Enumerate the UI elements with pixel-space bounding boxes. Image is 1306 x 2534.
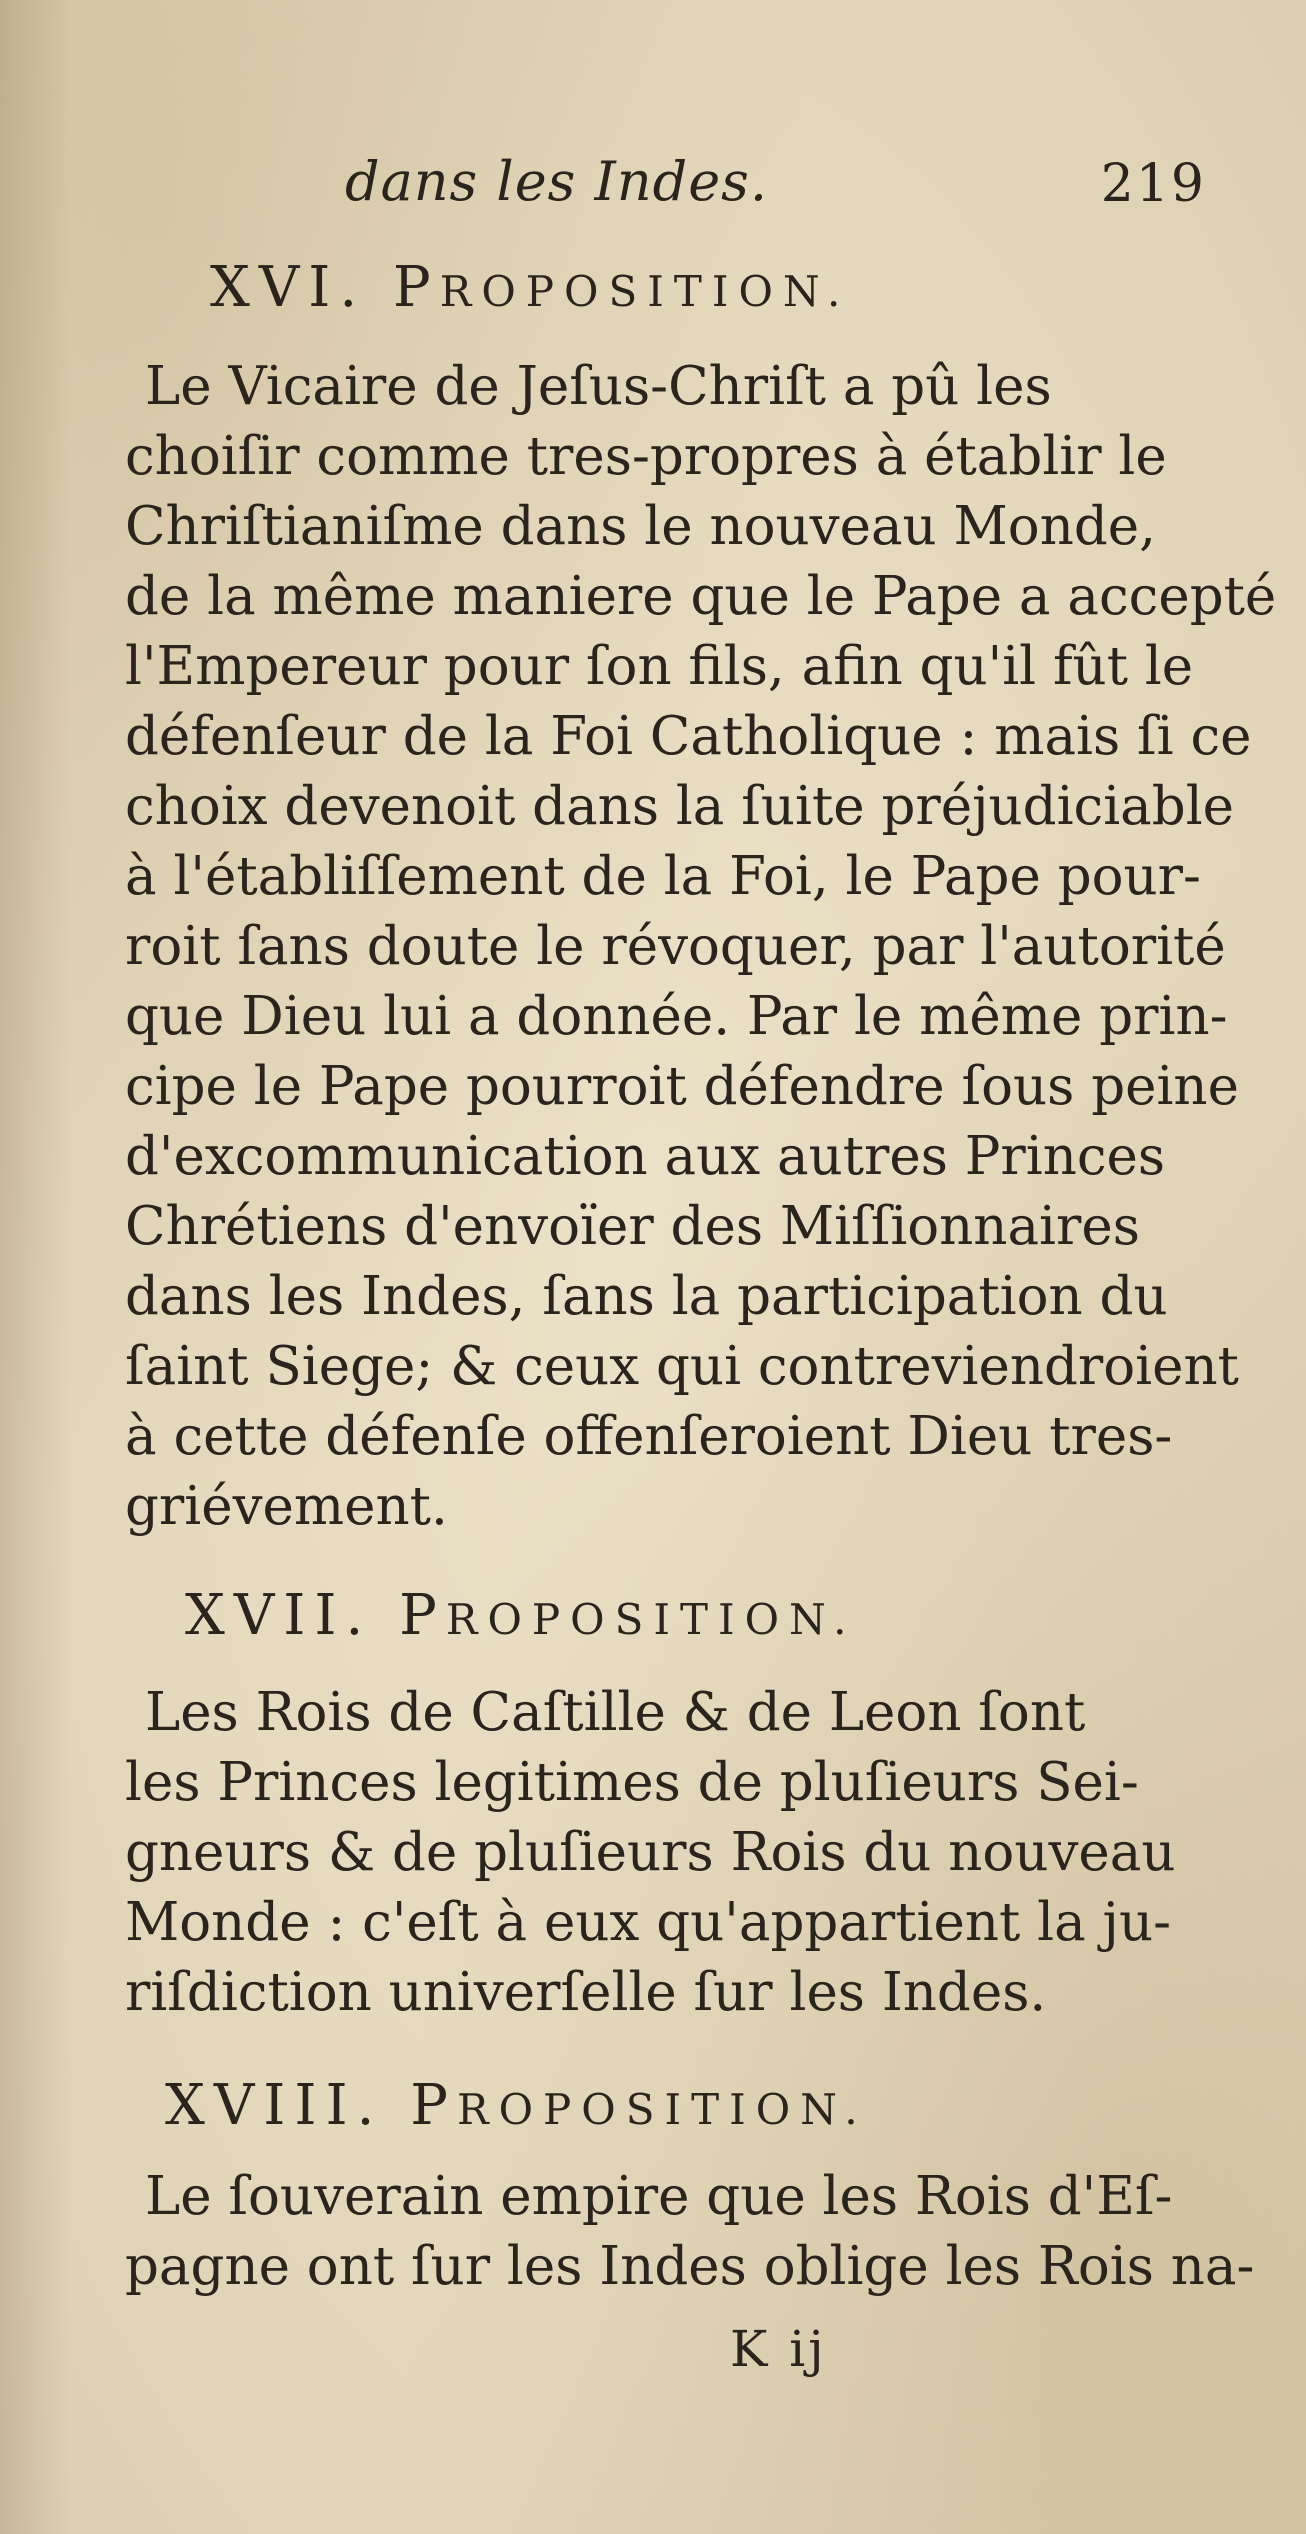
text-line: pagne ont ſur les Indes oblige les Rois na- [125, 2236, 1255, 2297]
text-line: Monde : c'eſt à eux qu'appartient la ju- [125, 1892, 1171, 1953]
text-line: Chrétiens d'envoïer des Miſſionnaires [125, 1196, 1140, 1257]
page-number: 219 [1100, 154, 1206, 214]
heading-numeral: XVII. [185, 1583, 373, 1648]
paragraph-xvi [125, 352, 1277, 1542]
heading-first-letter: P [399, 1583, 446, 1648]
running-head [130, 150, 1206, 230]
text-line: roit ſans doute le révoquer, par l'autorité [125, 916, 1226, 977]
heading-rest: ROPOSITION. [439, 267, 851, 316]
text-line: que Dieu lui a donnée. Par le même prin- [125, 986, 1228, 1047]
text-line: Le ſouverain empire que les Rois d'Eſ- [145, 2166, 1173, 2227]
heading-first-letter: P [393, 255, 440, 320]
text-line: à cette défenſe offenſeroient Dieu tres- [125, 1406, 1173, 1467]
text-line: gneurs & de pluſieurs Rois du nouveau [125, 1822, 1176, 1883]
heading-rest: ROPOSITION. [445, 1595, 857, 1644]
page-shadow [0, 0, 70, 2534]
text-line: Le Vicaire de Jeſus-Chriſt a pû les [145, 356, 1052, 417]
text-line: choiſir comme tres-propres à établir le [125, 426, 1167, 487]
text-line: Les Rois de Caſtille & de Leon ſont [145, 1682, 1086, 1743]
text-line: d'excommunication aux autres Princes [125, 1126, 1166, 1187]
text-line: l'Empereur pour ſon fils, afin qu'il fût le [125, 636, 1194, 697]
heading-numeral: XVI. [210, 255, 367, 320]
text-line: de la même maniere que le Pape a accepté [125, 566, 1277, 627]
running-head-title: dans les Indes. [345, 150, 769, 213]
text-line: riſdiction univerſelle ſur les Indes. [125, 1962, 1047, 2023]
text-line: ſaint Siege; & ceux qui contreviendroient [125, 1336, 1239, 1397]
section-heading-xvi [125, 248, 1050, 332]
section-heading-xvii [125, 1576, 1050, 1660]
signature-mark: K ij [730, 2320, 827, 2378]
text-line: défenſeur de la Foi Catholique : mais ſi ce [125, 706, 1252, 767]
text-line: à l'établiſſement de la Foi, le Pape pour- [125, 846, 1201, 907]
heading-rest: ROPOSITION. [456, 2085, 868, 2134]
section-heading-xviii [125, 2066, 1050, 2150]
text-line: Chriſtianiſme dans le nouveau Monde, [125, 496, 1156, 557]
text-line: griévement. [125, 1476, 448, 1537]
paragraph-xvii [125, 1678, 1176, 2028]
text-line: les Princes legitimes de pluſieurs Sei- [125, 1752, 1139, 1813]
heading-numeral: XVIII. [165, 2073, 384, 2138]
text-line: cipe le Pape pourroit défendre ſous peine [125, 1056, 1239, 1117]
paragraph-xviii [125, 2162, 1255, 2302]
text-line: dans les Indes, ſans la participation du [125, 1266, 1168, 1327]
main-text [125, 248, 1277, 2302]
text-line: choix devenoit dans la ſuite préjudiciable [125, 776, 1235, 837]
heading-first-letter: P [410, 2073, 457, 2138]
